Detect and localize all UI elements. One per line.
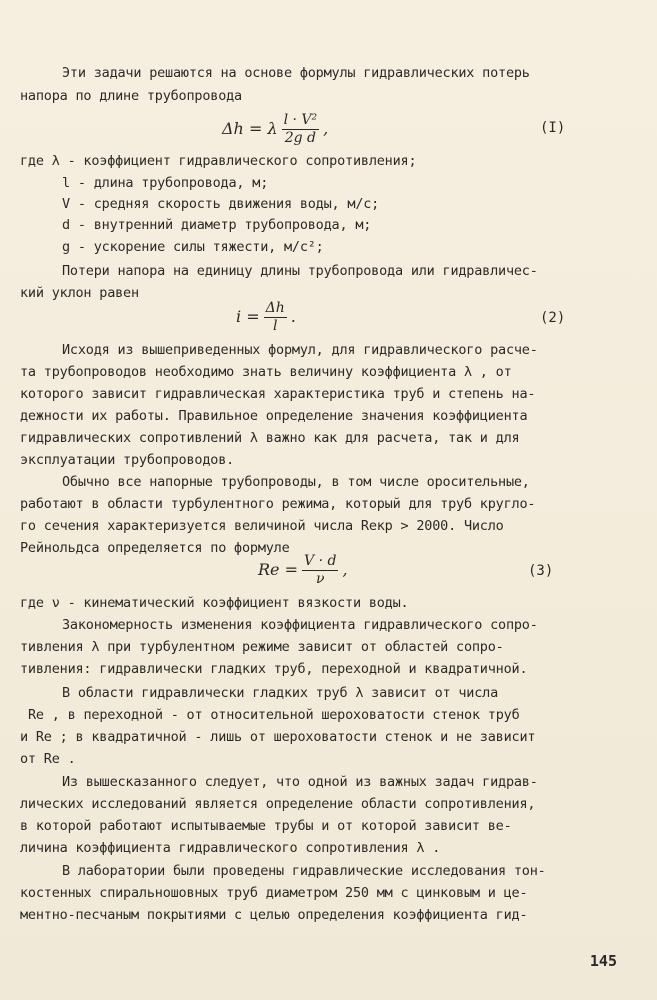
text-line: личина коэффициента гидравлического сопротивления λ .: [20, 840, 441, 856]
text-line: l - длина трубопровода, м;: [62, 175, 269, 191]
formula-tail: ,: [342, 560, 348, 579]
text-line: В области гидравлически гладких труб λ зависит от числа: [62, 685, 499, 701]
text-line: та трубопроводов необходимо знать величину коэффициента λ , от: [20, 364, 512, 380]
formula-fraction: [302, 553, 338, 588]
text-line: Эти задачи решаются на основе формулы гидравлических потерь: [62, 65, 530, 81]
text-line: кий уклон равен: [20, 285, 139, 301]
formula-denominator: ν: [315, 571, 325, 587]
equation-number: (I): [540, 120, 566, 136]
text-line: которого зависит гидравлическая характеристика труб и степень на-: [20, 386, 536, 402]
text-line: V - средняя скорость движения воды, м/с;: [62, 196, 380, 212]
formula-2: [236, 300, 296, 335]
formula-fraction: [282, 112, 320, 147]
formula-numerator: Δh: [265, 300, 285, 316]
text-line: тивления λ при турбулентном режиме зависит от областей сопро-: [20, 639, 504, 655]
text-line: гидравлических сопротивлений λ важно как для расчета, так и для: [20, 430, 520, 446]
text-line: костенных спиральношовных труб диаметром 250 мм с цинковым и це-: [20, 885, 528, 901]
formula-denominator: l: [272, 318, 278, 334]
text-line: d - внутренний диаметр трубопровода, м;: [62, 217, 372, 233]
equation-number: (2): [540, 310, 566, 326]
text-line: где λ - коэффициент гидравлического сопротивления;: [20, 153, 417, 169]
equation-number: (3): [528, 563, 554, 579]
text-line: эксплуатации трубопроводов.: [20, 452, 235, 468]
text-line: Закономерность изменения коэффициента гидравлического сопро-: [62, 617, 538, 633]
formula-fraction: [264, 300, 287, 335]
formula-tail: ,: [323, 119, 329, 138]
formula-lhs: Re =: [258, 560, 299, 579]
text-line: работают в области турбулентного режима, который для труб кругло-: [20, 496, 536, 512]
text-line: от Re .: [20, 751, 76, 767]
text-line: Рейнольдса определяется по формуле: [20, 540, 290, 556]
formula-tail: .: [290, 307, 296, 326]
formula-3: [258, 553, 348, 588]
text-line: лических исследований является определение области сопротивления,: [20, 796, 536, 812]
text-line: Из вышесказанного следует, что одной из важных задач гидрав-: [62, 774, 538, 790]
text-line: Re , в переходной - от относительной шероховатости стенок труб: [28, 707, 520, 723]
text-line: где ν - кинематический коэффициент вязкости воды.: [20, 595, 409, 611]
text-line: Исходя из вышеприведенных формул, для гидравлического расче-: [62, 342, 538, 358]
text-line: Потери напора на единицу длины трубопровода или гидравличес-: [62, 263, 538, 279]
page-number: 145: [589, 952, 617, 970]
text-line: В лаборатории были проведены гидравлические исследования тон-: [62, 863, 546, 879]
formula-lhs: i =: [236, 307, 260, 326]
text-line: в которой работают испытываемые трубы и от которой зависит ве-: [20, 818, 512, 834]
formula-numerator: l · V²: [283, 112, 318, 128]
text-line: и Re ; в квадратичной - лишь от шероховатости стенок и не зависит: [20, 729, 536, 745]
text-line: ментно-песчаным покрытиями с целью определения коэффициента гид-: [20, 907, 528, 923]
text-line: го сечения характеризуется величиной числа Reкр > 2000. Число: [20, 518, 504, 534]
text-line: g - ускорение силы тяжести, м/с²;: [62, 239, 324, 255]
formula-denominator: 2g d: [284, 130, 316, 146]
formula-numerator: V · d: [304, 553, 337, 569]
text-line: дежности их работы. Правильное определение значения коэффициента: [20, 408, 528, 424]
text-line: тивления: гидравлически гладких труб, переходной и квадратичной.: [20, 661, 528, 677]
text-line: напора по длине трубопровода: [20, 88, 242, 104]
text-line: Обычно все напорные трубопроводы, в том числе оросительные,: [62, 474, 530, 490]
formula-lhs: Δh = λ: [222, 119, 278, 138]
formula-1: [222, 112, 328, 147]
